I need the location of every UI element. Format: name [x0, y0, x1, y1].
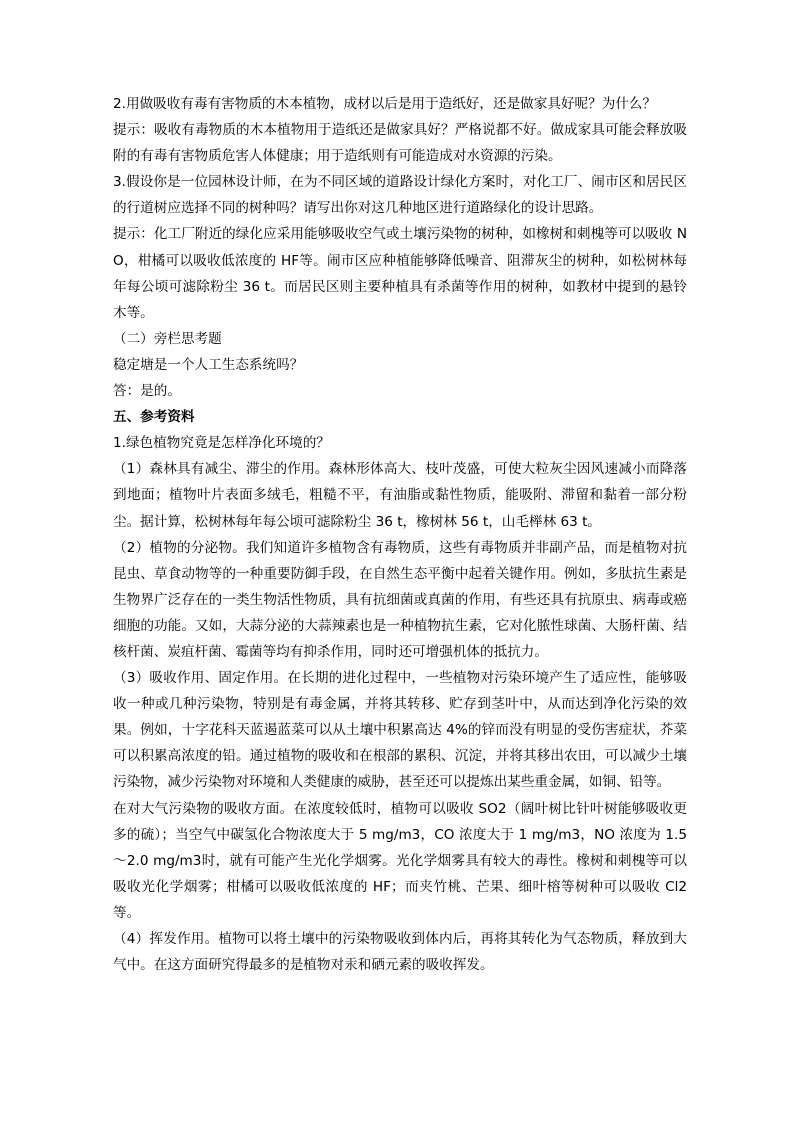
- section-sidebar-questions: （二）旁栏思考题: [113, 330, 222, 347]
- reference-point-2: （2）植物的分泌物。我们知道许多植物含有毒物质，这些有毒物质并非副产品，而是植物对抗昆虫、草食动物等的一种重要防御手段，在自然生态平衡中起着关键作用。例如，多肽抗生素是生物界广泛存在的一类生物活性物质，具有抗细菌或真菌的作用，有些还具有抗原虫、病毒或癌细胞的功能。又如，大蒜分泌的大蒜辣素也是一种植物抗生素，它对化脓性球菌、大肠杆菌、结核杆菌、炭疽杆菌、霉菌等均有抑杀作用，同时还可增强机体的抵抗力。: [113, 539, 687, 660]
- reference-topic-1: 1.绿色植物究竟是怎样净化环境的？: [113, 435, 330, 452]
- document-body: [113, 91, 687, 978]
- sidebar-answer: 答：是的。: [113, 383, 181, 400]
- section-heading-references: 五、参考资料: [113, 409, 195, 426]
- sidebar-question: 稳定塘是一个人工生态系统吗？: [113, 356, 304, 373]
- question-3: 3.假设你是一位园林设计师，在为不同区域的道路设计绿化方案时，对化工厂、闹市区和居民区的行道树应选择不同的树种吗？请写出你对这几种地区进行道路绿化的设计思路。: [113, 174, 687, 217]
- reference-point-3: （3）吸收作用、固定作用。在长期的进化过程中，一些植物对污染环境产生了适应性，能够吸收一种或几种污染物，特别是有毒金属，并将其转移、贮存到茎叶中，从而达到净化污染的效果。例如，十字花科天蓝遏蓝菜可以从土壤中积累高达 4%的锌而没有明显的受伤害症状，芥菜可以积累高浓度的铅。通过植物的吸收和在根部的累积、沉淀，并将其移出农田，可以减少土壤污染物，减少污染物对环境和人类健康的威胁，甚至还可以提炼出某些重金属，如铜、铅等。: [113, 670, 687, 791]
- reference-point-1: （1）森林具有减尘、滞尘的作用。森林形体高大、枝叶茂盛，可使大粒灰尘因风速减小而降落到地面；植物叶片表面多绒毛，粗糙不平，有油脂或黏性物质，能吸附、滞留和黏着一部分粉尘。据计算，松树林每年每公顷可滤除粉尘 36 t，橡树林 56 t，山毛榉林 63 t。: [113, 461, 687, 530]
- hint-2: 提示：吸收有毒物质的木本植物用于造纸还是做家具好？严格说都不好。做成家具可能会释放吸附的有毒有害物质危害人体健康；用于造纸则有可能造成对水资源的污染。: [113, 122, 687, 165]
- question-2: 2.用做吸收有毒有害物质的木本植物，成材以后是用于造纸好，还是做家具好呢？为什么？: [113, 96, 657, 112]
- reference-air-pollutants: 在对大气污染物的吸收方面。在浓度较低时，植物可以吸收 SO2（阔叶树比针叶树能够吸收更多的硫）；当空气中碳氢化合物浓度大于 5 mg/m3，CO 浓度大于 1 mg/m3，NO 浓度为 1.5～2.0 mg/m3时，就有可能产生光化学烟雾。光化学烟雾具有较大的毒性。橡树和刺槐等可以吸收光化学烟雾；柑橘可以吸收低浓度的 HF；而夹竹桃、芒果、细叶榕等树种可以吸收 Cl2 等。: [113, 800, 687, 921]
- reference-point-4: （4）挥发作用。植物可以将土壤中的污染物吸收到体内后，再将其转化为气态物质，释放到大气中。在这方面研究得最多的是植物对汞和硒元素的吸收挥发。: [113, 931, 687, 974]
- hint-3: 提示：化工厂附近的绿化应采用能够吸收空气或土壤污染物的树种，如橡树和刺槐等可以吸收 NO，柑橘可以吸收低浓度的 HF等。闹市区应种植能够降低噪音、阻滞灰尘的树种，如松树林每年每公顷可滤除粉尘 36 t。而居民区则主要种植具有杀菌等作用的树种，如教材中提到的悬铃木等。: [113, 226, 687, 321]
